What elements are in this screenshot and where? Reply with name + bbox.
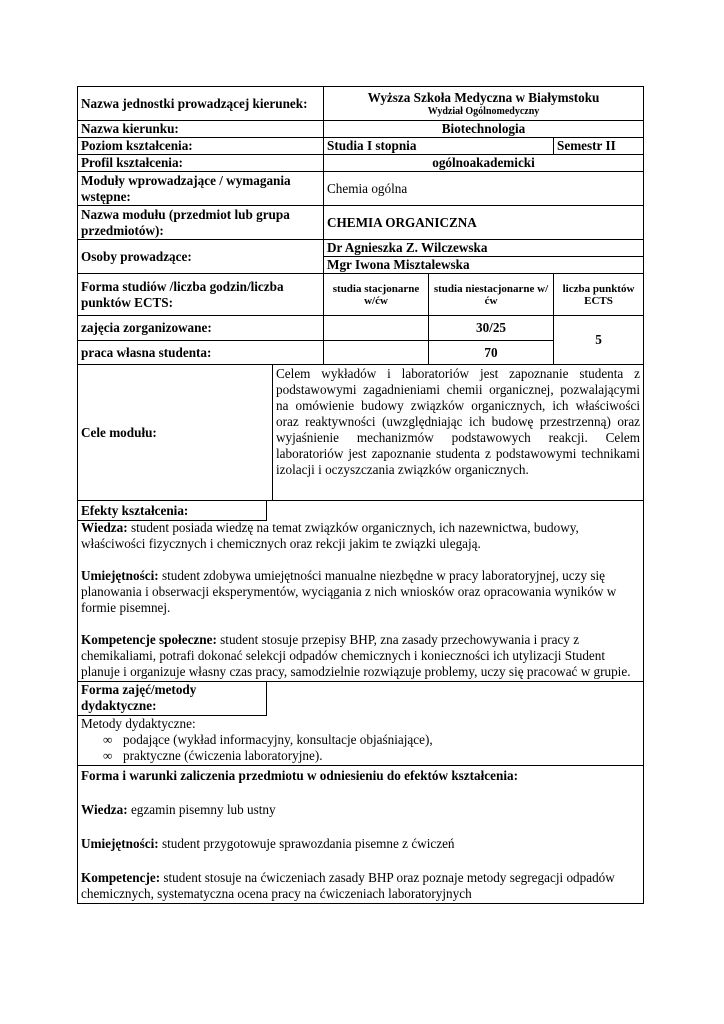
own-label: praca własna studenta:	[78, 341, 324, 365]
assessment-cell	[78, 766, 644, 904]
teacher-1: Dr Agnieszka Z. Wilczewska	[324, 240, 644, 257]
outcomes-skills-text: student zdobywa umiejętności manualne niezbędne w pracy laboratoryjnej, uczy się planowania i obserwacji eksperymentów, wyciągania z nich wniosków oraz opracowania wyników w formie pisemnej.	[81, 568, 617, 615]
goals-text: Celem wykładów i laboratoriów jest zapoznanie studenta z podstawowymi zagadnieniami chemii organicznej, pozwalającymi na omówienie budowy związków organicznych, ich właściwości oraz reaktywności (uwzględniając ich budowę przestrzenną) oraz wyjaśnienie mechanizmów podstawowych reakcji. Celem laboratoriów jest zapoznanie studenta z podstawowymi technikami izolacji i oczyszczania związków organicznych.	[273, 365, 644, 501]
level-row	[78, 138, 644, 155]
assessment-title: Forma i warunki zaliczenia przedmiotu w odniesieniu do efektów kształcenia:	[81, 768, 518, 783]
forms-stationary-header: studia stacjonarne w/ćw	[324, 274, 429, 316]
semester-value: Semestr II	[554, 138, 644, 155]
assessment-skills-label: Umiejętności:	[81, 836, 159, 851]
outcomes-knowledge-text: student posiada wiedzę na temat związków organicznych, ich nazewnictwa, budowy, właściwości fizycznych i chemicznych oraz rekcji jakim te związki ulegają.	[81, 520, 579, 551]
methods-list	[81, 732, 640, 764]
outcomes-knowledge-label: Wiedza:	[81, 520, 128, 535]
school-name: Wyższa Szkoła Medyczna w Białymstoku	[367, 89, 600, 105]
field-label: Nazwa kierunku:	[78, 121, 324, 138]
methods-label-box	[81, 682, 640, 716]
outcomes-label-box	[81, 501, 640, 520]
prereq-row	[78, 172, 644, 206]
prereq-value: Chemia ogólna	[324, 172, 644, 206]
forms-ects-header: liczba punktów ECTS	[554, 274, 644, 316]
infinity-bullet-icon: ∞	[103, 732, 113, 747]
goals-label: Cele modułu:	[78, 365, 273, 501]
own-extramural: 70	[429, 341, 554, 365]
unit-label: Nazwa jednostki prowadzącej kierunek:	[78, 87, 324, 121]
ects-value: 5	[554, 316, 644, 365]
outcomes-social	[81, 632, 640, 680]
methods-item	[103, 748, 640, 764]
assessment-competences	[81, 870, 640, 902]
module-label: Nazwa modułu (przedmiot lub grupa przedmiotów):	[78, 206, 324, 240]
methods-item	[103, 732, 640, 748]
outcomes-knowledge	[81, 520, 640, 552]
assessment-knowledge-label: Wiedza:	[81, 802, 128, 817]
prereq-label: Moduły wprowadzające / wymagania wstępne:	[78, 172, 324, 206]
field-row	[78, 121, 644, 138]
field-value: Biotechnologia	[324, 121, 644, 138]
assessment-row	[78, 766, 644, 904]
unit-value	[324, 87, 644, 121]
assessment-comp-text: student stosuje na ćwiczeniach zasady BHP oraz poznaje metody segregacji odpadów chemicznych, systematyczna ocena pracy na ćwiczeniach laboratoryjnych	[81, 870, 615, 901]
assessment-comp-label: Kompetencje:	[81, 870, 161, 885]
organized-label: zajęcia zorganizowane:	[78, 316, 324, 341]
organized-extramural: 30/25	[429, 316, 554, 341]
forms-label: Forma studiów /liczba godzin/liczba punktów ECTS:	[78, 274, 324, 316]
profile-label: Profil kształcenia:	[78, 155, 324, 172]
methods-intro: Metody dydaktyczne:	[81, 716, 196, 731]
methods-item-text: podające (wykład informacyjny, konsultacje objaśniające),	[123, 732, 433, 747]
teacher-2: Mgr Iwona Misztalewska	[324, 257, 644, 274]
methods-row	[78, 682, 644, 766]
infinity-bullet-icon: ∞	[103, 748, 113, 763]
outcomes-skills-label: Umiejętności:	[81, 568, 159, 583]
outcomes-label: Efekty kształcenia:	[78, 501, 267, 521]
assessment-knowledge-text: egzamin pisemny lub ustny	[127, 802, 276, 817]
methods-label: Forma zajęć/metody dydaktyczne:	[78, 682, 267, 716]
faculty-name: Wydział Ogólnomedyczny	[427, 105, 540, 117]
module-row	[78, 206, 644, 240]
module-value: CHEMIA ORGANICZNA	[324, 206, 644, 240]
organized-stationary	[324, 316, 429, 341]
level-label: Poziom kształcenia:	[78, 138, 324, 155]
syllabus-page	[77, 86, 643, 904]
methods-item-text: praktyczne (ćwiczenia laboratoryjne).	[123, 748, 323, 763]
profile-row	[78, 155, 644, 172]
assessment-knowledge	[81, 802, 640, 818]
methods-cell	[78, 682, 644, 766]
own-stationary	[324, 341, 429, 365]
assessment-skills	[81, 836, 640, 852]
teachers-label: Osoby prowadzące:	[78, 240, 324, 274]
level-value: Studia I stopnia	[324, 138, 554, 155]
forms-extramural-header: studia niestacjonarne w/ćw	[429, 274, 554, 316]
outcomes-row	[78, 501, 644, 682]
outcomes-social-text: student stosuje przepisy BHP, zna zasady przechowywania i pracy z chemikaliami, potrafi dokonać selekcji odpadów chemicznych i konieczności ich utylizacji Student planuje i organizuje własny czas pracy, samodzielnie rozwiązuje problemy, uczy się pracować w grupie.	[81, 632, 631, 679]
unit-row	[78, 87, 644, 121]
syllabus-table	[77, 86, 644, 904]
forms-row	[78, 274, 644, 316]
goals-row	[78, 365, 644, 501]
outcomes-skills	[81, 568, 640, 616]
outcomes-social-label: Kompetencje społeczne:	[81, 632, 217, 647]
outcomes-cell	[78, 501, 644, 682]
assessment-skills-text: student przygotowuje sprawozdania pisemne z ćwiczeń	[158, 836, 455, 851]
organized-row	[78, 316, 644, 341]
teacher-row-1	[78, 240, 644, 257]
profile-value: ogólnoakademicki	[324, 155, 644, 172]
